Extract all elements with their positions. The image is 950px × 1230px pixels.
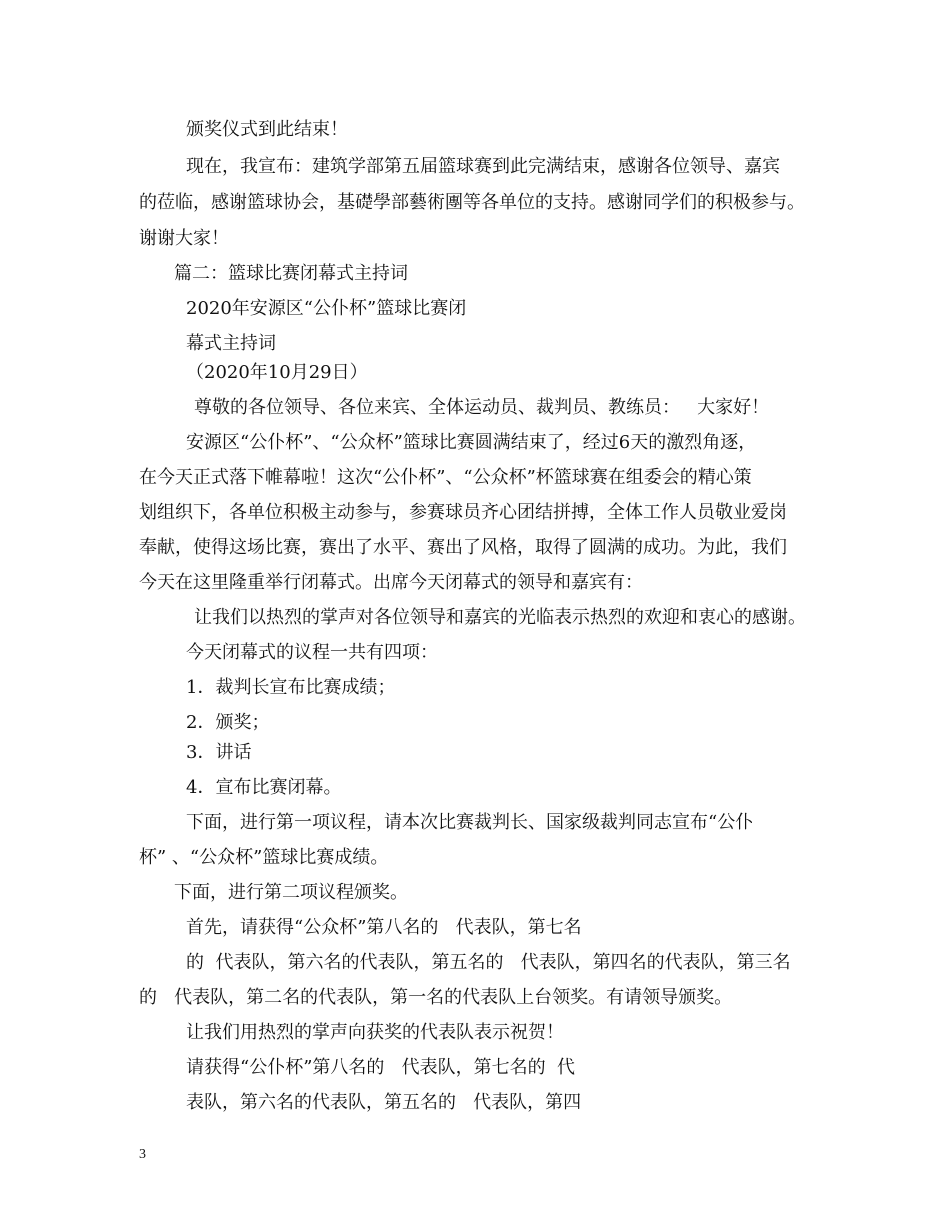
text-line-first-item-cont: 杯” 、“公众杯”篮球比赛成绩。 [139,847,389,868]
agenda-item-2: 2．颁奖； [186,712,270,733]
speech-date: （2020年10月29日） [186,362,368,383]
text-line-announcement: 现在，我宣布：建筑学部第五届篮球赛到此完满结束，感谢各位领导、嘉宾 [186,156,780,177]
text-line-closing-ceremony-end: 颁奖仪式到此结束！ [186,119,348,140]
text-line-awards-cont-1: 的 代表队，第六名的代表队，第五名的 代表队，第四名的代表队，第三名 [186,952,791,973]
text-line-agenda-intro: 今天闭幕式的议程一共有四项： [186,642,438,663]
agenda-item-4: 4．宣布比赛闭幕。 [186,777,342,798]
text-line-body-2: 在今天正式落下帷幕啦！这次“公仆杯”、“公众杯”杯篮球赛在组委会的精心策 [139,467,752,488]
agenda-item-1: 1．裁判长宣布比赛成绩； [186,677,396,698]
page-number: 3 [139,1147,146,1162]
section-heading: 篇二：篮球比赛闭幕式主持词 [174,263,408,284]
text-line-awards-cont-2: 的 代表队，第二名的代表队，第一名的代表队上台领奖。有请领导颁奖。 [139,987,733,1008]
text-line-servant-cup-cont: 表队，第六名的代表队，第五名的 代表队，第四 [186,1092,582,1113]
text-line-body-5: 今天在这里隆重举行闭幕式。出席今天闭幕式的领导和嘉宾有： [139,572,643,593]
text-line-congratulate: 让我们用热烈的掌声向获奖的代表队表示祝贺！ [186,1022,564,1043]
text-line-greeting: 尊敬的各位领导、各位来宾、全体运动员、裁判员、教练员： 大家好！ [194,397,770,418]
speech-title-line-2: 幕式主持词 [186,333,276,354]
text-line-second-item: 下面，进行第二项议程颁奖。 [174,882,408,903]
text-line-thanks: 的莅临，感谢篮球协会，基礎學部藝術團等各单位的支持。感谢同学们的积极参与。 [139,192,805,213]
text-line-servant-cup-awards: 请获得“公仆杯”第八名的 代表队，第七名的 代 [186,1057,576,1078]
text-line-public-cup-awards: 首先，请获得“公众杯”第八名的 代表队，第七名 [186,917,582,938]
text-line-applause: 让我们以热烈的掌声对各位领导和嘉宾的光临表示热烈的欢迎和衷心的感谢。 [194,607,806,628]
text-line-first-item: 下面，进行第一项议程，请本次比赛裁判长、国家级裁判同志宣布“公仆 [186,812,754,833]
text-line-body-1: 安源区“公仆杯”、“公众杯”篮球比赛圆满结束了，经过6天的激烈角逐， [186,432,757,453]
text-line-thank-everyone: 谢谢大家！ [139,228,229,249]
agenda-item-3: 3．讲话 [186,742,252,763]
text-line-body-3: 划组织下，各单位积极主动参与，参赛球员齐心团结拼搏，全体工作人员敬业爱岗 [139,502,787,523]
text-line-body-4: 奉献，使得这场比赛，赛出了水平、赛出了风格，取得了圆满的成功。为此，我们 [139,537,787,558]
speech-title-line-1: 2020年安源区“公仆杯”篮球比赛闭 [186,298,467,319]
